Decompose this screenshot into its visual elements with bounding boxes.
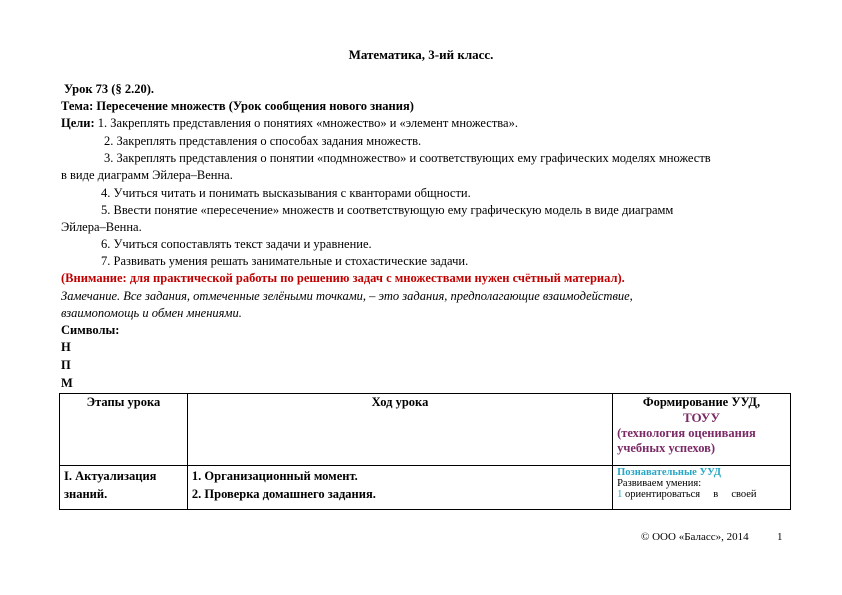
stage-name-2: знаний. xyxy=(64,487,108,501)
topic-text: Пересечение множеств (Урок сообщения нового знания) xyxy=(96,99,414,113)
steps-cell xyxy=(187,466,612,510)
symbol-p: П xyxy=(61,358,71,372)
goal-5-cont: Эйлера–Венна. xyxy=(61,220,142,234)
course-header: Ход урока xyxy=(187,394,612,466)
stage-name-1: I. Актуализация xyxy=(64,469,157,483)
symbols-label: Символы: xyxy=(61,323,120,337)
goal-1: 1. Закреплять представления о понятиях «множество» и «элемент множества». xyxy=(97,116,518,130)
uud-header xyxy=(613,394,791,466)
stages-header: Этапы урока xyxy=(60,394,188,466)
touu-desc-2: учебных успехов) xyxy=(617,441,716,455)
table-header-row xyxy=(60,394,791,466)
symbol-m: М xyxy=(61,376,73,390)
table-row xyxy=(60,466,791,510)
lesson-table xyxy=(59,393,791,510)
goal-4: 4. Учиться читать и понимать высказывания с кванторами общности. xyxy=(101,186,471,200)
goals-label: Цели: xyxy=(61,116,95,130)
symbol-n: Н xyxy=(61,340,71,354)
goal-3: 3. Закреплять представления о понятии «подмножество» и соответствующих ему графических моделях множеств xyxy=(104,151,711,165)
uud-cell xyxy=(613,466,791,510)
uud-line: Развиваем умения: xyxy=(617,478,702,489)
uud-item-text: ориентироваться в своей xyxy=(624,489,757,500)
step-1: 1. Организационный момент. xyxy=(191,469,358,483)
uud-item xyxy=(617,489,786,500)
uud-header-title: Формирование УУД, xyxy=(642,395,761,409)
goal-2: 2. Закреплять представления о способах задания множеств. xyxy=(104,134,422,148)
lesson-number: Урок 73 (§ 2.20). xyxy=(64,82,155,96)
goal-7: 7. Развивать умения решать занимательные и стохастические задачи. xyxy=(101,254,469,268)
touu-desc-1: (технология оценивания xyxy=(617,426,756,440)
remark-line-1: Замечание. Все задания, отмеченные зелёными точками, – это задания, предполагающие взаимодействие, xyxy=(61,289,633,303)
page-number: 1 xyxy=(777,531,783,543)
goal-3-cont: в виде диаграмм Эйлера–Венна. xyxy=(61,168,233,182)
stage-cell xyxy=(60,466,188,510)
topic-label: Тема: xyxy=(61,99,94,113)
copyright: © ООО «Баласс», 2014 xyxy=(641,531,749,543)
page-title: Математика, 3-ий класс. xyxy=(348,47,494,62)
topic-line xyxy=(61,98,414,114)
attention-note: (Внимание: для практической работы по решению задач с множествами нужен счётный материал). xyxy=(61,271,625,285)
uud-title: Познавательные УУД xyxy=(617,467,722,478)
remark-line-2: взаимопомощь и обмен мнениями. xyxy=(61,306,242,320)
step-2: 2. Проверка домашнего задания. xyxy=(191,487,376,501)
goal-1-line xyxy=(61,115,518,131)
goal-6: 6. Учиться сопоставлять текст задачи и уравнение. xyxy=(101,237,372,251)
touu-label: ТОУУ xyxy=(683,410,721,425)
uud-item-number: 1 xyxy=(617,489,623,500)
goal-5: 5. Ввести понятие «пересечение» множеств и соответствующую ему графическую модель в виде диаграмм xyxy=(101,203,674,217)
